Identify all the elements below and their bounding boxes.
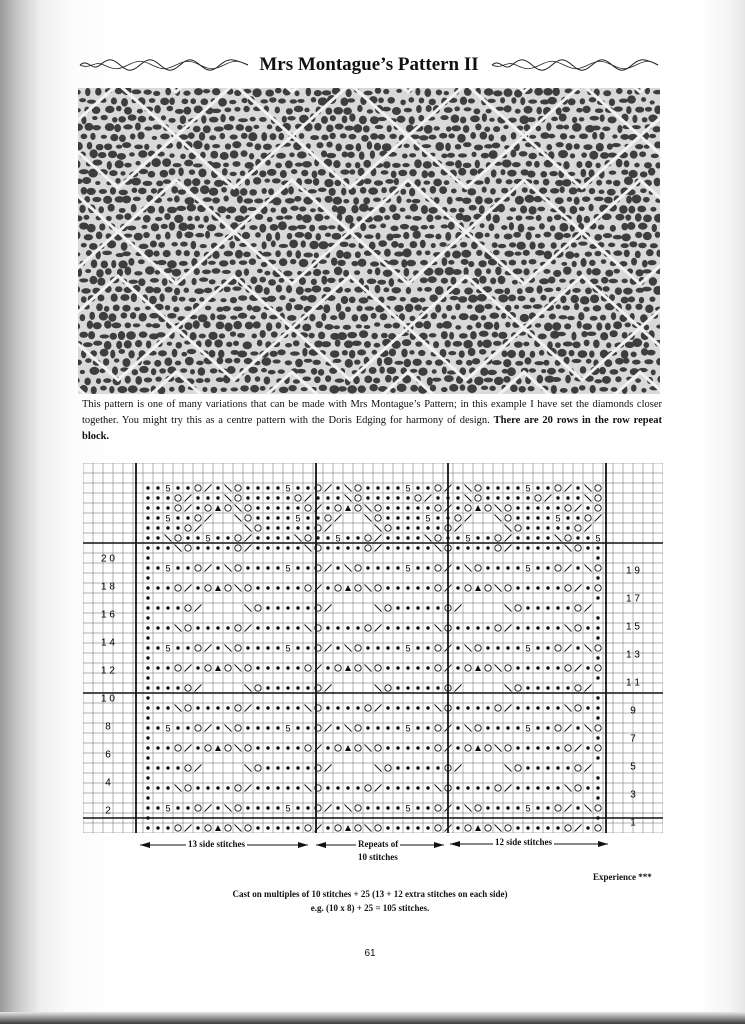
svg-text:5: 5 <box>165 483 171 494</box>
svg-text:5: 5 <box>205 533 211 544</box>
row-number-left: 1 2 <box>101 665 115 677</box>
row-number-right: 1 1 <box>626 677 640 689</box>
svg-text:5: 5 <box>405 803 411 814</box>
repeats-label-line1: Repeats of <box>358 839 399 849</box>
svg-text:5: 5 <box>555 513 561 524</box>
svg-text:5: 5 <box>295 513 301 524</box>
page-number: 61 <box>364 948 376 959</box>
svg-text:5: 5 <box>285 563 291 574</box>
row-number-left: 1 8 <box>101 581 115 593</box>
row-number-right: 5 <box>630 761 636 773</box>
row-number-left: 6 <box>105 749 111 761</box>
svg-text:5: 5 <box>405 643 411 654</box>
svg-text:5: 5 <box>525 643 531 654</box>
page-edge-shadow <box>0 1012 745 1024</box>
svg-text:5: 5 <box>285 643 291 654</box>
row-number-right: 1 3 <box>626 649 640 661</box>
row-number-right: 3 <box>630 789 636 801</box>
row-number-left: 1 6 <box>101 609 115 621</box>
svg-text:5: 5 <box>525 483 531 494</box>
side-left-label: 13 side stitches <box>188 839 245 849</box>
svg-text:5: 5 <box>165 803 171 814</box>
svg-text:5: 5 <box>165 723 171 734</box>
stitch-labels <box>78 833 660 873</box>
experience-rating: Experience *** <box>593 872 652 882</box>
lace-knitting-photo <box>78 88 660 394</box>
svg-text:5: 5 <box>405 723 411 734</box>
svg-text:5: 5 <box>165 643 171 654</box>
row-number-right: 1 9 <box>626 565 640 577</box>
row-number-left: 4 <box>105 777 111 789</box>
title-row <box>78 50 660 80</box>
side-right-label: 12 side stitches <box>495 837 552 847</box>
svg-text:5: 5 <box>285 803 291 814</box>
repeats-label-line2: 10 stitches <box>358 852 398 862</box>
svg-text:5: 5 <box>405 483 411 494</box>
cast-on-instructions <box>150 887 590 915</box>
pattern-caption <box>82 397 662 445</box>
svg-text:5: 5 <box>335 533 341 544</box>
row-number-left: 2 <box>105 805 111 817</box>
svg-text:5: 5 <box>405 563 411 574</box>
svg-text:5: 5 <box>465 533 471 544</box>
svg-text:5: 5 <box>165 513 171 524</box>
row-number-left: 2 0 <box>101 553 115 565</box>
cast-on-line-1: Cast on multiples of 10 stitches + 25 (13 + 12 extra stitches on each side) <box>232 889 508 899</box>
row-number-right: 1 7 <box>626 593 640 605</box>
svg-text:5: 5 <box>285 483 291 494</box>
knitting-chart <box>83 463 663 833</box>
svg-text:5: 5 <box>525 563 531 574</box>
page-title: Mrs Montague’s Pattern II <box>259 54 479 75</box>
swirl-ornament-right-icon <box>490 58 660 72</box>
svg-text:5: 5 <box>165 563 171 574</box>
cast-on-line-2: e.g. (10 x 8) + 25 = 105 stitches. <box>310 903 430 913</box>
caption-text: This pattern is one of many variations that can be made with Mrs Montague’s Pattern; in this example I have set the diamonds closer together. You might try this as a centre pattern with the Doris Edging for harmony of design. <box>82 399 662 426</box>
caption-bold-text: There are 20 rows in the row repeat block. <box>82 415 662 442</box>
row-number-right: 9 <box>630 705 636 717</box>
svg-text:5: 5 <box>525 723 531 734</box>
svg-text:5: 5 <box>525 803 531 814</box>
svg-text:5: 5 <box>595 533 601 544</box>
row-number-left: 1 4 <box>101 637 115 649</box>
row-number-right: 1 5 <box>626 621 640 633</box>
row-number-right: 7 <box>630 733 636 745</box>
row-number-right: 1 <box>630 817 636 829</box>
row-number-left: 8 <box>105 721 111 733</box>
svg-text:5: 5 <box>285 723 291 734</box>
svg-text:5: 5 <box>425 513 431 524</box>
row-number-left: 1 0 <box>101 693 115 705</box>
